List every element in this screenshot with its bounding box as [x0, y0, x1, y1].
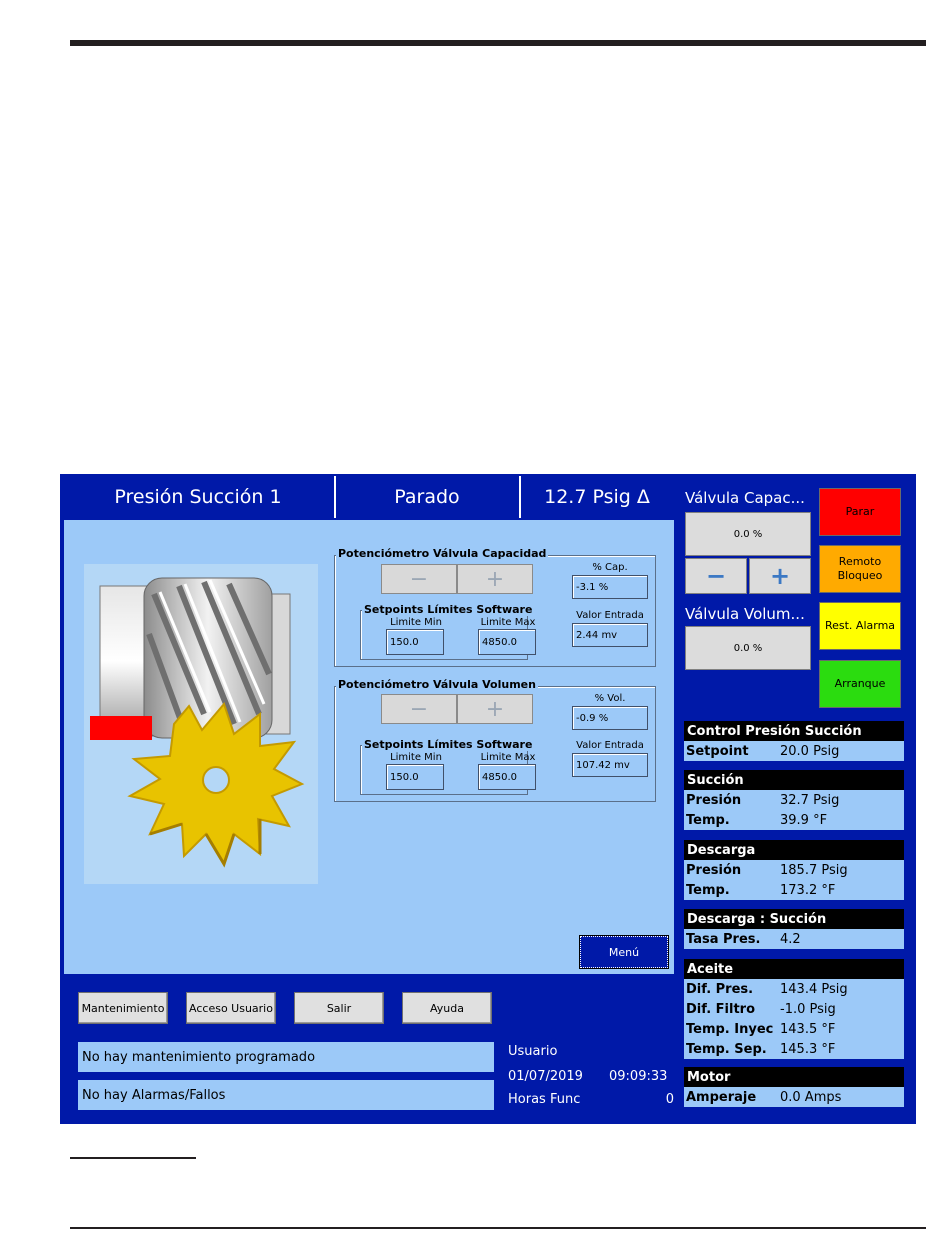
user-label: Usuario: [508, 1044, 558, 1059]
capacity-input-label: Valor Entrada: [576, 610, 644, 621]
capacity-valve-value: 0.0 %: [685, 512, 811, 556]
capacity-valve-increase-button[interactable]: +: [749, 558, 811, 594]
stop-button[interactable]: Parar: [819, 488, 901, 536]
exit-button[interactable]: Salir: [294, 992, 384, 1024]
capacity-increase-button[interactable]: +: [457, 564, 533, 594]
control-setpoint-row: [684, 741, 904, 761]
ratio-section-title: Descarga : Succión: [684, 909, 904, 929]
capacity-min-label: Limite Min: [390, 617, 442, 628]
volume-input-value: 107.42 mv: [572, 753, 648, 777]
row-value: -1.0 Psig: [780, 1001, 836, 1017]
suction-pressure-row: [684, 790, 904, 810]
row-key: Tasa Pres.: [686, 931, 761, 947]
row-value: 39.9 °F: [780, 812, 828, 828]
volume-min-field[interactable]: 150.0: [386, 764, 444, 790]
bottom-rule: [70, 1227, 926, 1229]
suction-section-title: Succión: [684, 770, 904, 790]
header-title: Presión Succión 1: [114, 486, 282, 508]
main-panel: [64, 520, 674, 974]
volume-pct-label: % Vol.: [594, 693, 626, 704]
row-key: Dif. Pres.: [686, 981, 754, 997]
volume-limits-title: Setpoints Límites Software: [364, 738, 533, 751]
suction-temp-row: [684, 810, 904, 830]
row-key: Temp.: [686, 882, 730, 898]
top-rule: [70, 40, 926, 46]
capacity-max-field[interactable]: 4850.0: [478, 629, 536, 655]
row-value: 0.0 Amps: [780, 1089, 842, 1105]
capacity-valve-title: Válvula Capac...: [685, 489, 805, 507]
volume-pct-value: -0.9 %: [572, 706, 648, 730]
volume-max-field[interactable]: 4850.0: [478, 764, 536, 790]
capacity-max-label: Limite Max: [480, 617, 536, 628]
screw-compressor-illustration: [84, 564, 318, 884]
reset-alarm-button[interactable]: Rest. Alarma: [819, 602, 901, 650]
remote-lock-button[interactable]: [819, 545, 901, 593]
volume-max-label: Limite Max: [480, 752, 536, 763]
capacity-pct-value: -3.1 %: [572, 575, 648, 599]
row-value: 145.3 °F: [780, 1041, 836, 1057]
motor-amperage-row: [684, 1087, 904, 1107]
oil-injection-temp-row: [684, 1019, 904, 1039]
volume-min-label: Limite Min: [390, 752, 442, 763]
volume-increase-button[interactable]: +: [457, 694, 533, 724]
volume-valve-value: 0.0 %: [685, 626, 811, 670]
maintenance-message: No hay mantenimiento programado: [78, 1042, 494, 1072]
volume-input-label: Valor Entrada: [576, 740, 644, 751]
volume-group-title: Potenciómetro Válvula Volumen: [338, 678, 536, 691]
volume-valve-title: Válvula Volum...: [685, 605, 805, 623]
row-key: Amperaje: [686, 1089, 757, 1105]
row-value: 173.2 °F: [780, 882, 836, 898]
row-value: 20.0 Psig: [780, 743, 840, 759]
oil-diff-pressure-row: [684, 979, 904, 999]
row-key: Presión: [686, 792, 742, 808]
alarm-message: No hay Alarmas/Fallos: [78, 1080, 494, 1110]
capacity-group-title: Potenciómetro Válvula Capacidad: [338, 547, 547, 560]
capacity-min-field[interactable]: 150.0: [386, 629, 444, 655]
row-key: Temp. Sep.: [686, 1041, 767, 1057]
date-readout: 01/07/2019: [508, 1069, 583, 1084]
time-readout: 09:09:33: [609, 1069, 668, 1084]
oil-separator-temp-row: [684, 1039, 904, 1059]
remote-lock-line1: Remoto: [838, 555, 882, 568]
run-hours-label: Horas Func: [508, 1092, 581, 1107]
hmi-screen: [60, 474, 916, 1124]
row-key: Dif. Filtro: [686, 1001, 756, 1017]
oil-section-title: Aceite: [684, 959, 904, 979]
volume-decrease-button[interactable]: −: [381, 694, 457, 724]
capacity-valve-decrease-button[interactable]: −: [685, 558, 747, 594]
row-value: 32.7 Psig: [780, 792, 840, 808]
menu-button[interactable]: Menú: [580, 936, 668, 968]
capacity-input-value: 2.44 mv: [572, 623, 648, 647]
capacity-limits-title: Setpoints Límites Software: [364, 603, 533, 616]
run-hours-value: 0: [665, 1092, 674, 1107]
header-state: Parado: [394, 486, 460, 508]
motor-section-title: Motor: [684, 1067, 904, 1087]
user-access-button[interactable]: Acceso Usuario: [186, 992, 276, 1024]
footnote-rule: [70, 1157, 196, 1159]
discharge-pressure-row: [684, 860, 904, 880]
discharge-section-title: Descarga: [684, 840, 904, 860]
row-value: 143.5 °F: [780, 1021, 836, 1037]
row-key: Presión: [686, 862, 742, 878]
capacity-pct-label: % Cap.: [592, 562, 628, 573]
remote-lock-line2: Bloqueo: [837, 569, 883, 582]
row-key: Temp. Inyec: [686, 1021, 774, 1037]
row-key: Setpoint: [686, 743, 749, 759]
help-button[interactable]: Ayuda: [402, 992, 492, 1024]
row-key: Temp.: [686, 812, 730, 828]
row-value: 143.4 Psig: [780, 981, 848, 997]
discharge-temp-row: [684, 880, 904, 900]
maintenance-button[interactable]: Mantenimiento: [78, 992, 168, 1024]
row-value: 4.2: [780, 931, 801, 947]
oil-filter-diff-row: [684, 999, 904, 1019]
capacity-decrease-button[interactable]: −: [381, 564, 457, 594]
control-section-title: Control Presión Succión: [684, 721, 904, 741]
row-value: 185.7 Psig: [780, 862, 848, 878]
pressure-ratio-row: [684, 929, 904, 949]
start-button[interactable]: Arranque: [819, 660, 901, 708]
header-pressure-delta: 12.7 Psig Δ: [544, 486, 650, 508]
